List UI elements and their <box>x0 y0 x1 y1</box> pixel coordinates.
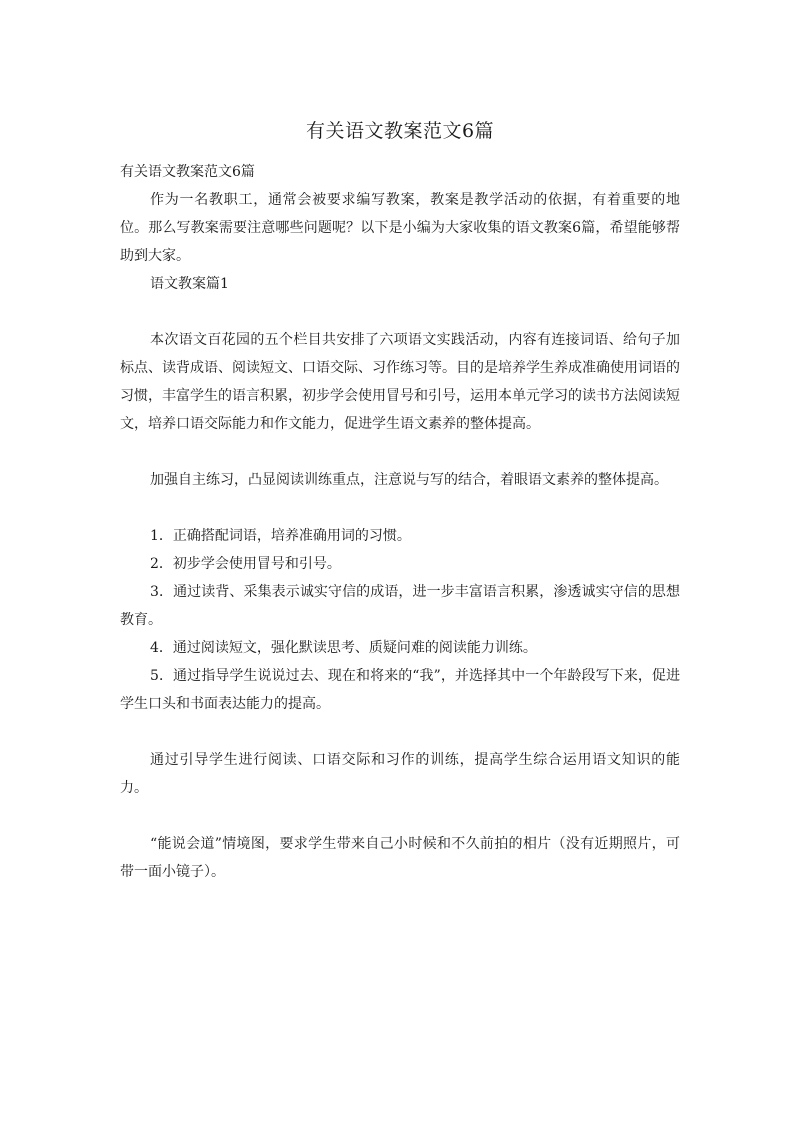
paragraph: 语文教案篇1 <box>150 276 229 292</box>
paragraph: 本次语文百花园的五个栏目共安排了六项语文实践活动，内容有连接词语、给句子加标点、读背成语、阅读短文、口语交际、习作练习等。目的是培养学生养成准确使用词语的习惯，丰富学生的语言积累，初步学会使用冒号和引号，运用本单元学习的读书方法阅读短文，培养口语交际能力和作文能力，促进学生语文素养的整体提高。 <box>120 332 680 432</box>
paragraph: 5．通过指导学生说说过去、现在和将来的“我”，并选择其中一个年龄段写下来，促进学生口头和书面表达能力的提高。 <box>120 668 680 712</box>
paragraph: 作为一名教职工，通常会被要求编写教案，教案是教学活动的依据，有着重要的地位。那么写教案需要注意哪些问题呢？以下是小编为大家收集的语文教案6篇，希望能够帮助到大家。 <box>120 192 680 264</box>
document-title: 有关语文教案范文6篇 <box>305 120 495 142</box>
paragraph-spacer <box>120 438 680 466</box>
paragraph: 1．正确搭配词语，培养准确用词的习惯。 <box>150 528 411 544</box>
paragraph-spacer <box>120 718 680 746</box>
paragraph-spacer <box>120 298 680 326</box>
paragraph: 2．初步学会使用冒号和引号。 <box>150 556 341 572</box>
document-body <box>120 158 680 886</box>
paragraph: 4．通过阅读短文，强化默读思考、质疑问难的阅读能力训练。 <box>150 640 537 656</box>
paragraph: 通过引导学生进行阅读、口语交际和习作的训练，提高学生综合运用语文知识的能力。 <box>120 752 680 796</box>
paragraph: “能说会道”情境图，要求学生带来自己小时候和不久前拍的相片（没有近期照片，可带一面小镜子）。 <box>120 836 680 880</box>
paragraph: 加强自主练习，凸显阅读训练重点，注意说与写的结合，着眼语文素养的整体提高。 <box>150 472 668 488</box>
paragraph-spacer <box>120 802 680 830</box>
paragraph: 有关语文教案范文6篇 <box>120 164 255 180</box>
paragraph: 3．通过读背、采集表示诚实守信的成语，进一步丰富语言积累，渗透诚实守信的思想教育。 <box>120 584 680 628</box>
paragraph-spacer <box>120 494 680 522</box>
